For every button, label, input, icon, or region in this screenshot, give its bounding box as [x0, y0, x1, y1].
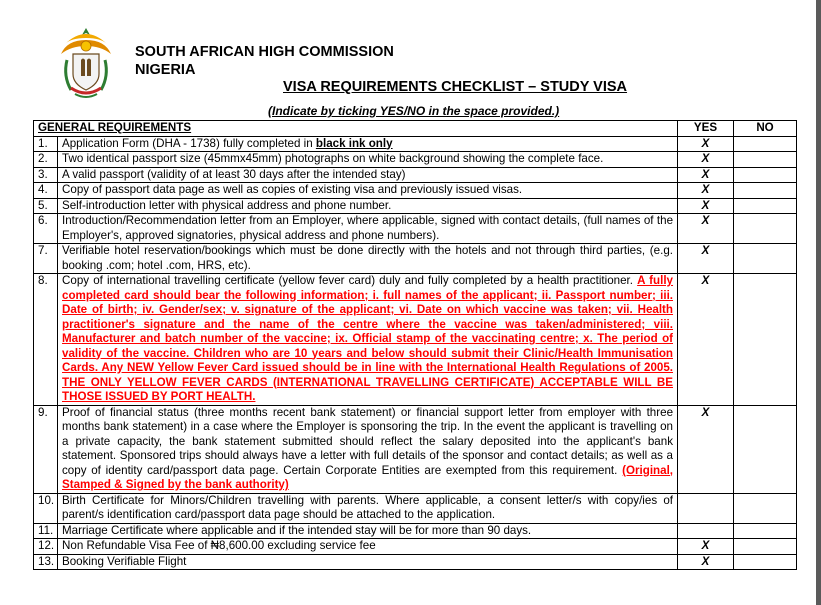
row-text: Non Refundable Visa Fee of ₦8,600.00 excluding service fee — [58, 539, 678, 555]
table-row — [34, 167, 797, 183]
row-text-main: Proof of financial status (three months recent bank statement) or financial support letter from employer with three months bank statement) in a case where the Employer is sponsoring the trip. In the event the applicant is travelling on a private capacity, the bank statement submitted should reflect the salary deposited into the applicant's bank statement. Sponsored trips should always have a letter with full details of the sponsor and contact details; as well as a copy of identity card/passport data page. Certain Corporate Entities are exempted from this requirement. — [62, 405, 674, 477]
row-number: 11. — [34, 523, 58, 539]
row-text: Booking Verifiable Flight — [58, 554, 678, 570]
row-text: Marriage Certificate where applicable and if the intended stay will be for more than 90 days. — [58, 523, 678, 539]
yes-checkbox-cell[interactable]: X — [678, 136, 734, 152]
row-text: Copy of passport data page as well as copies of existing visa and previously issued visas. — [58, 183, 678, 199]
row-text — [58, 405, 678, 493]
no-checkbox-cell[interactable] — [734, 198, 797, 214]
table-row — [34, 136, 797, 152]
row-text-main: Application Form (DHA - 1738) fully completed in — [62, 136, 316, 150]
row-text-main: Copy of international travelling certificate (yellow fever card) duly and fully completed by a health practitioner. — [62, 274, 638, 287]
scrollbar-edge — [816, 0, 821, 605]
no-checkbox-cell[interactable] — [734, 183, 797, 199]
row-number: 12. — [34, 539, 58, 555]
requirements-table — [33, 120, 797, 570]
table-row — [34, 183, 797, 199]
table-header-row — [34, 121, 797, 137]
table-row — [34, 554, 797, 570]
table-row — [34, 244, 797, 274]
no-checkbox-cell[interactable] — [734, 244, 797, 274]
row-text: Self-introduction letter with physical address and phone number. — [58, 198, 678, 214]
row-number: 13. — [34, 554, 58, 570]
row-text: Verifiable hotel reservation/bookings which must be done directly with the hotels and not through third parties, (e.g. booking .com; hotel .com, HRS, etc). — [58, 244, 678, 274]
document-instruction: (Indicate by ticking YES/NO in the space provided.) — [268, 104, 560, 118]
row-number: 9. — [34, 405, 58, 493]
yes-checkbox-cell[interactable]: X — [678, 183, 734, 199]
yes-checkbox-cell[interactable]: X — [678, 405, 734, 493]
row-text — [58, 136, 678, 152]
table-row — [34, 214, 797, 244]
row-number: 1. — [34, 136, 58, 152]
issuer-country: NIGERIA — [135, 62, 196, 78]
yes-checkbox-cell[interactable]: X — [678, 152, 734, 168]
no-checkbox-cell[interactable] — [734, 554, 797, 570]
no-checkbox-cell[interactable] — [734, 405, 797, 493]
row-text: Birth Certificate for Minors/Children travelling with parents. Where applicable, a consent letter/s with copy/ies of parent/s identification card/passport data page should be attached to the application. — [58, 493, 678, 523]
row-number: 3. — [34, 167, 58, 183]
row-text-emphasis: black ink only — [315, 136, 393, 150]
row-number: 7. — [34, 244, 58, 274]
no-checkbox-cell[interactable] — [734, 539, 797, 555]
row-text: Two identical passport size (45mmx45mm) photographs on white background showing the complete face. — [58, 152, 678, 168]
no-checkbox-cell[interactable] — [734, 136, 797, 152]
row-number: 8. — [34, 274, 58, 406]
row-text-warning: A fully completed card should bear the following information; i. full names of the applicant; ii. Passport number; iii. Date of birth; iv. Gender/sex; v. signature of the applicant; vi. Date on which vaccine was taken; vii. Health practitioner's signature and the name of the centre where the vaccine was taken/administered; viii. Manufacturer and batch number of the vaccine; ix. Official stamp of the vaccinating centre; x. The period of validity of the vaccine. Children who are 10 years and below should submit their Clinic/Health Immunisation Cards. Any NEW Yellow Fever Card issued should be in line with the International Health Regulations of 2005. THE ONLY YELLOW FEVER CARDS (INTERNATIONAL TRAVELLING CERTIFICATE) ACCEPTABLE WILL BE THOSE ISSUED BY PORT HEALTH. — [62, 274, 674, 403]
row-text-warning: (Original, Stamped & Signed by the bank authority) — [62, 463, 674, 491]
coat-of-arms-logo — [57, 26, 115, 102]
yes-checkbox-cell[interactable]: X — [678, 554, 734, 570]
yes-checkbox-cell[interactable] — [678, 523, 734, 539]
row-text: Introduction/Recommendation letter from an Employer, where applicable, signed with contact details, (full names of the Employer's, approved signatories, physical address and phone numbers). — [58, 214, 678, 244]
table-row — [34, 198, 797, 214]
row-text: A valid passport (validity of at least 30 days after the intended stay) — [58, 167, 678, 183]
table-row — [34, 274, 797, 406]
section-heading: GENERAL REQUIREMENTS — [34, 121, 678, 137]
table-row — [34, 405, 797, 493]
no-column-header: NO — [734, 121, 797, 137]
row-number: 2. — [34, 152, 58, 168]
row-number: 10. — [34, 493, 58, 523]
issuer-name: SOUTH AFRICAN HIGH COMMISSION — [135, 44, 394, 60]
no-checkbox-cell[interactable] — [734, 274, 797, 406]
yes-checkbox-cell[interactable]: X — [678, 214, 734, 244]
no-checkbox-cell[interactable] — [734, 493, 797, 523]
row-number: 4. — [34, 183, 58, 199]
table-row — [34, 539, 797, 555]
table-row — [34, 152, 797, 168]
no-checkbox-cell[interactable] — [734, 214, 797, 244]
no-checkbox-cell[interactable] — [734, 523, 797, 539]
document-title: VISA REQUIREMENTS CHECKLIST – STUDY VISA — [283, 79, 628, 95]
row-number: 5. — [34, 198, 58, 214]
row-number: 6. — [34, 214, 58, 244]
yes-checkbox-cell[interactable]: X — [678, 198, 734, 214]
no-checkbox-cell[interactable] — [734, 167, 797, 183]
yes-checkbox-cell[interactable]: X — [678, 274, 734, 406]
yes-column-header: YES — [678, 121, 734, 137]
yes-checkbox-cell[interactable] — [678, 493, 734, 523]
row-text — [58, 274, 678, 406]
table-row — [34, 523, 797, 539]
yes-checkbox-cell[interactable]: X — [678, 539, 734, 555]
yes-checkbox-cell[interactable]: X — [678, 244, 734, 274]
yes-checkbox-cell[interactable]: X — [678, 167, 734, 183]
table-row — [34, 493, 797, 523]
no-checkbox-cell[interactable] — [734, 152, 797, 168]
